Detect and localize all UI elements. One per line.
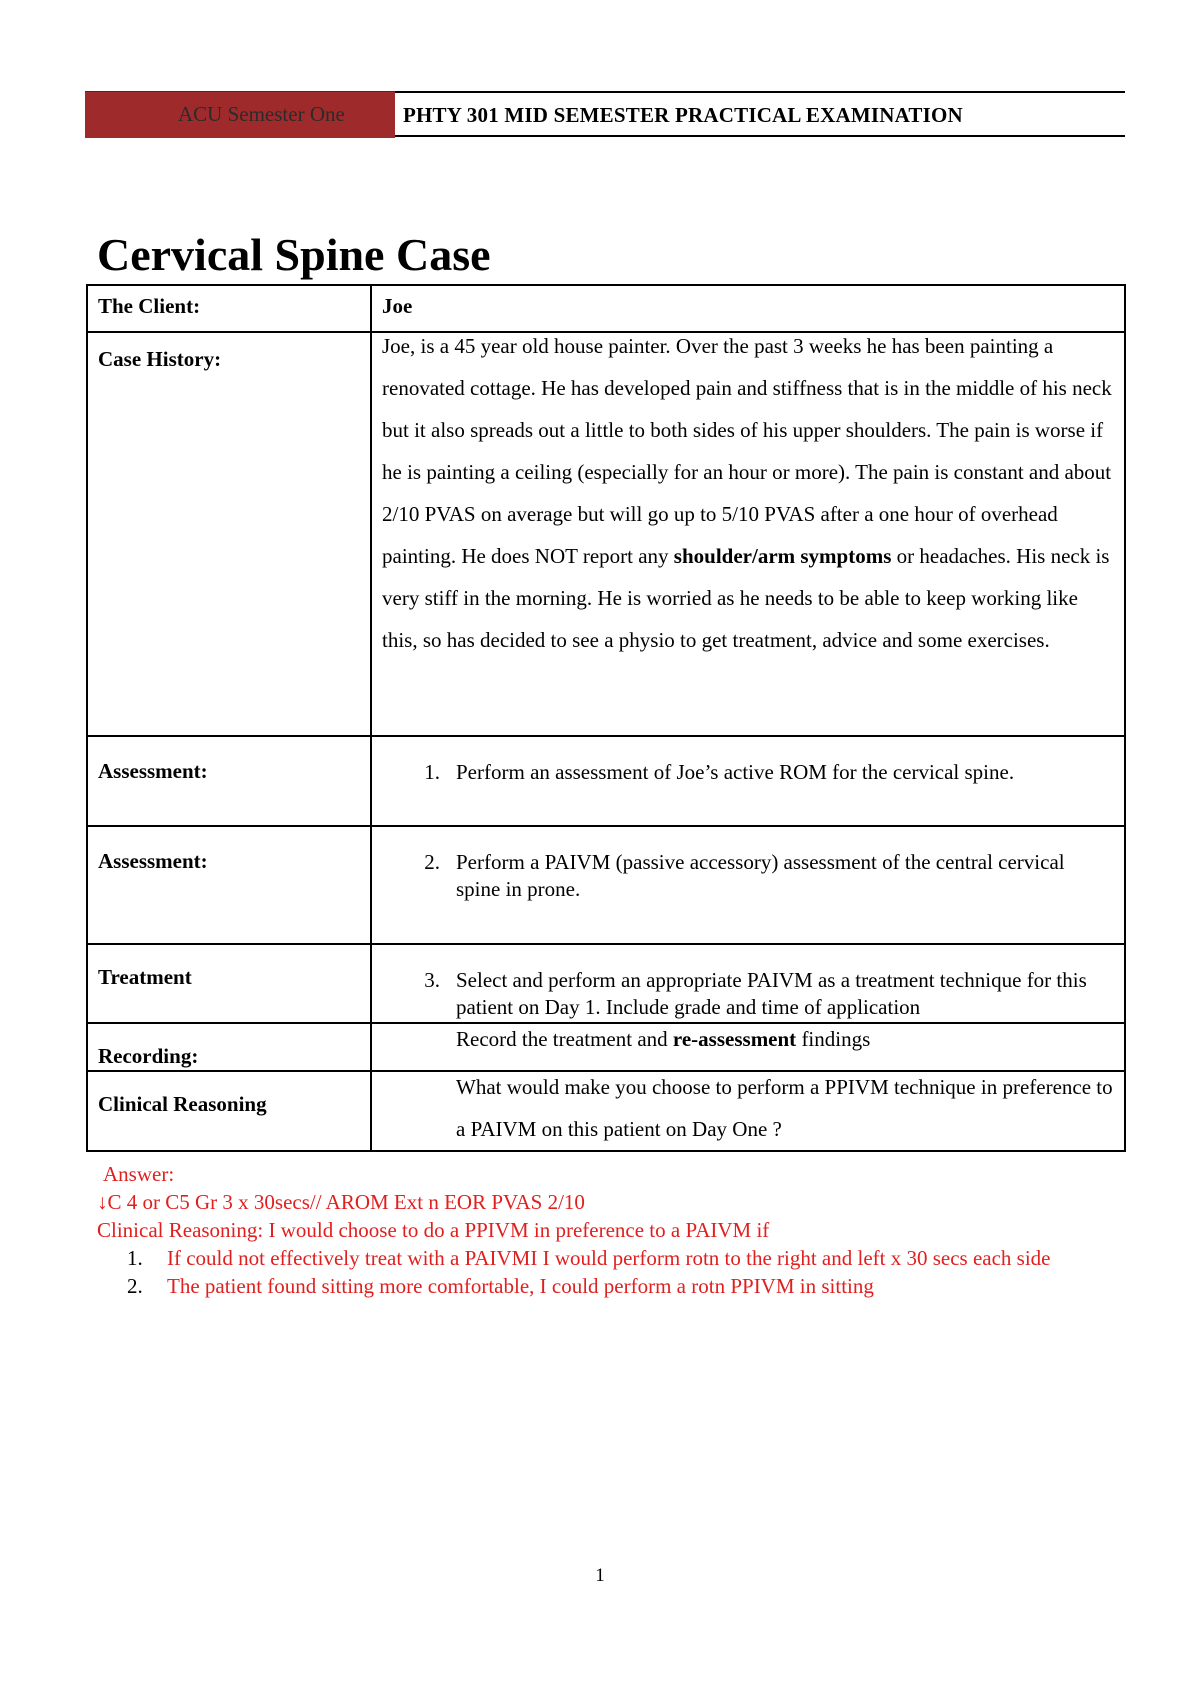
assessment-2-row xyxy=(87,826,1125,944)
answer-heading: Answer: xyxy=(103,1162,175,1186)
clinical-reasoning-value-cell xyxy=(371,1071,1125,1151)
answer-item xyxy=(127,1244,1127,1272)
assessment-2-text: Perform a PAIVM (passive accessory) assessment of the central cervical spine in prone. xyxy=(456,850,1065,901)
history-label-cell xyxy=(87,332,371,736)
assessment-2-label-cell xyxy=(87,826,371,944)
clinical-reasoning-text: What would make you choose to perform a PPIVM technique in preference to a PAIVM on this patient on Day One ? xyxy=(456,1075,1113,1141)
assessment-1-item xyxy=(382,737,1114,786)
case-history-text xyxy=(382,325,1114,665)
assessment-2-value-cell xyxy=(371,826,1125,944)
document-title: Cervical Spine Case xyxy=(97,229,491,280)
case-table xyxy=(86,284,1126,1152)
answer-item-number: 2. xyxy=(127,1274,143,1298)
answer-line-2: Clinical Reasoning: I would choose to do a PPIVM in preference to a PAIVM if xyxy=(97,1218,770,1242)
treatment-label: Treatment xyxy=(98,965,192,989)
client-label-cell xyxy=(87,285,371,332)
answer-item-text: The patient found sitting more comfortable, I could perform a rotn PPIVM in sitting xyxy=(167,1274,874,1298)
header-exam-title: PHTY 301 MID SEMESTER PRACTICAL EXAMINATION xyxy=(403,103,963,127)
clinical-reasoning-label-cell xyxy=(87,1071,371,1151)
assessment-1-value-cell xyxy=(371,736,1125,826)
header-institution-block xyxy=(85,91,395,138)
assessment-2-item xyxy=(382,827,1114,903)
answer-line-1: ↓C 4 or C5 Gr 3 x 30secs// AROM Ext n EOR PVAS 2/10 xyxy=(97,1190,585,1214)
recording-text-part1: Record the treatment and xyxy=(456,1027,673,1051)
recording-text xyxy=(382,1024,1114,1053)
history-text-bold: shoulder/arm symptoms xyxy=(673,544,892,568)
recording-text-part2: findings xyxy=(796,1027,871,1051)
assessment-2-label: Assessment: xyxy=(98,849,208,873)
clinical-reasoning-row xyxy=(87,1071,1125,1151)
recording-text-bold: re-assessment xyxy=(672,1027,797,1051)
assessment-1-row xyxy=(87,736,1125,826)
answer-item xyxy=(127,1272,1127,1300)
header-institution-label: ACU Semester One xyxy=(178,102,345,126)
client-label: The Client: xyxy=(98,294,201,318)
recording-value-cell xyxy=(371,1023,1125,1071)
recording-label: Recording: xyxy=(98,1044,199,1068)
recording-label-cell xyxy=(87,1023,371,1071)
recording-row xyxy=(87,1023,1125,1071)
client-value: Joe xyxy=(382,294,413,318)
treatment-item xyxy=(382,945,1114,1021)
page-number: 1 xyxy=(595,1565,605,1586)
answer-item-number: 1. xyxy=(127,1246,143,1270)
answer-section xyxy=(97,1160,1127,1300)
assessment-1-number: 1. xyxy=(424,760,440,784)
header-exam-block xyxy=(395,91,1125,137)
assessment-1-label: Assessment: xyxy=(98,759,208,783)
clinical-reasoning-label: Clinical Reasoning xyxy=(98,1092,267,1116)
treatment-label-cell xyxy=(87,944,371,1023)
assessment-1-label-cell xyxy=(87,736,371,826)
treatment-text: Select and perform an appropriate PAIVM as a treatment technique for this patient on Day 1. Include grade and time of application xyxy=(456,968,1087,1019)
assessment-2-number: 2. xyxy=(424,850,440,874)
history-value-cell xyxy=(371,332,1125,736)
page-header xyxy=(85,91,1125,137)
assessment-1-text: Perform an assessment of Joe’s active ROM for the cervical spine. xyxy=(456,760,1015,784)
history-row xyxy=(87,332,1125,736)
treatment-value-cell xyxy=(371,944,1125,1023)
treatment-number: 3. xyxy=(424,968,440,992)
history-label: Case History: xyxy=(98,347,222,371)
answer-item-text: If could not effectively treat with a PAIVMI I would perform rotn to the right and left x 30 secs each side xyxy=(167,1246,1051,1270)
treatment-row xyxy=(87,944,1125,1023)
history-text-part1: Joe, is a 45 year old house painter. Over the past 3 weeks he has been painting a renovated cottage. He has developed pain and stiffness that is in the middle of his neck but it also spreads out a little to both sides of his upper shoulders. The pain is worse if he is painting a ceiling (especially for an hour or more). The pain is constant and about 2/10 PVAS on average but will go up to 5/10 PVAS after a one hour of overhead painting. He does NOT report any xyxy=(382,334,1112,568)
history-text-part2: or headaches. His neck is very stiff in the morning. He is worried as he needs to be able to keep working like this, so has decided to see a physio to get treatment, advice and some exercises. xyxy=(382,544,1110,652)
